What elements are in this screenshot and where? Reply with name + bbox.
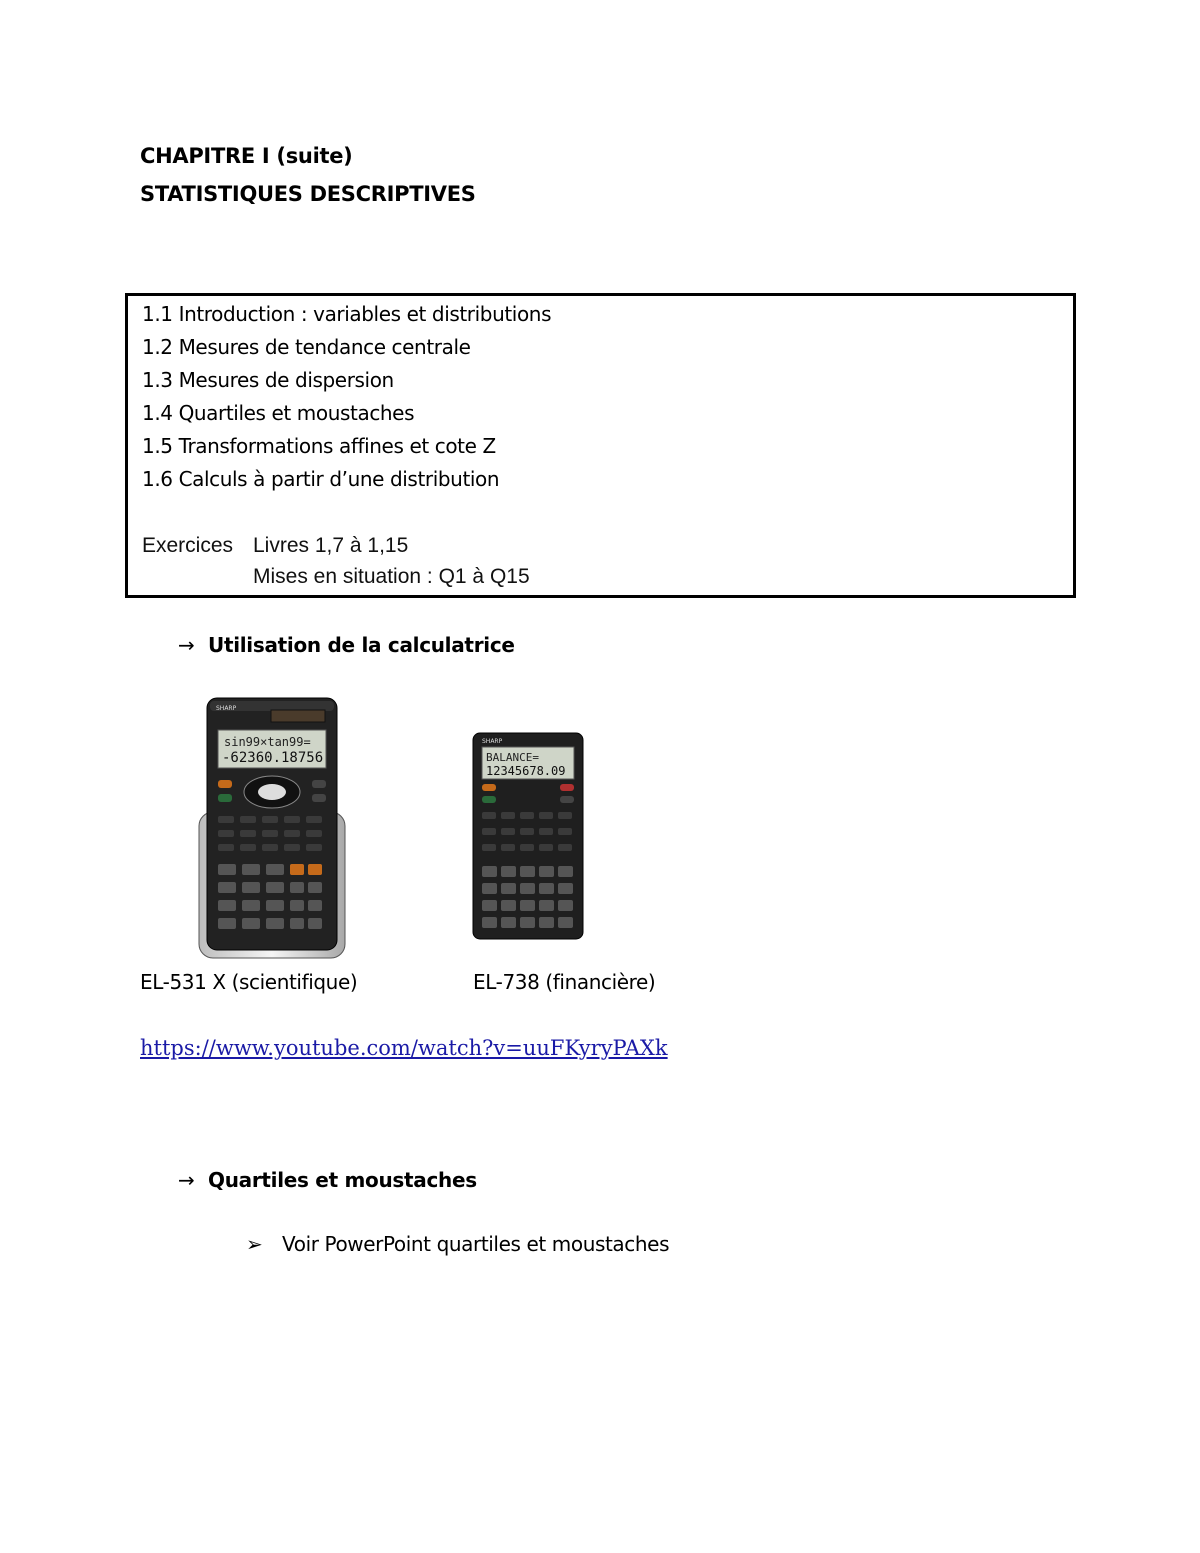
page-title: STATISTIQUES DESCRIPTIVES xyxy=(140,182,476,206)
toc-item: 1.4 Quartiles et moustaches xyxy=(142,401,415,425)
toc-box xyxy=(125,293,1076,598)
arrow-icon: → xyxy=(178,633,195,657)
exercises-situations: Mises en situation : Q1 à Q15 xyxy=(253,565,530,588)
toc-item: 1.5 Transformations affines et cote Z xyxy=(142,434,496,458)
calc2-display-line2: 12345678.09 xyxy=(486,764,566,778)
calc2-display-line1: BALANCE= xyxy=(486,751,539,764)
calc1-display-line2: -62360.18756 xyxy=(222,750,324,766)
calc1-display-line1: sin99×tan99= xyxy=(224,735,311,749)
toc-item: 1.3 Mesures de dispersion xyxy=(142,368,394,392)
quartiles-heading-text: Quartiles et moustaches xyxy=(208,1168,477,1192)
exercises-books: Livres 1,7 à 1,15 xyxy=(253,534,409,557)
calculator-heading xyxy=(178,633,515,657)
quartiles-heading xyxy=(178,1168,477,1192)
youtube-link[interactable]: https://www.youtube.com/watch?v=uuFKyryPAXk xyxy=(140,1036,668,1060)
bullet-item xyxy=(246,1232,669,1256)
arrow-icon: → xyxy=(178,1168,195,1192)
calculator-caption-el738: EL-738 (financière) xyxy=(473,970,656,994)
calc2-brand: SHARP xyxy=(482,738,503,745)
toc-item: 1.1 Introduction : variables et distributions xyxy=(142,302,552,326)
chapter-heading: CHAPITRE I (suite) xyxy=(140,144,353,168)
calc1-brand: SHARP xyxy=(216,705,237,712)
calculator-el531x-image xyxy=(198,696,346,960)
calculator-caption-el531x: EL-531 X (scientifique) xyxy=(140,970,358,994)
exercises-label: Exercices xyxy=(142,534,234,557)
toc-item: 1.2 Mesures de tendance centrale xyxy=(142,335,471,359)
toc-item: 1.6 Calculs à partir d’une distribution xyxy=(142,467,500,491)
calculator-heading-text: Utilisation de la calculatrice xyxy=(208,633,515,657)
bullet-item-text: Voir PowerPoint quartiles et moustaches xyxy=(282,1232,670,1256)
bullet-arrow-icon: ➢ xyxy=(246,1232,263,1256)
calculator-el738-image xyxy=(472,732,584,940)
